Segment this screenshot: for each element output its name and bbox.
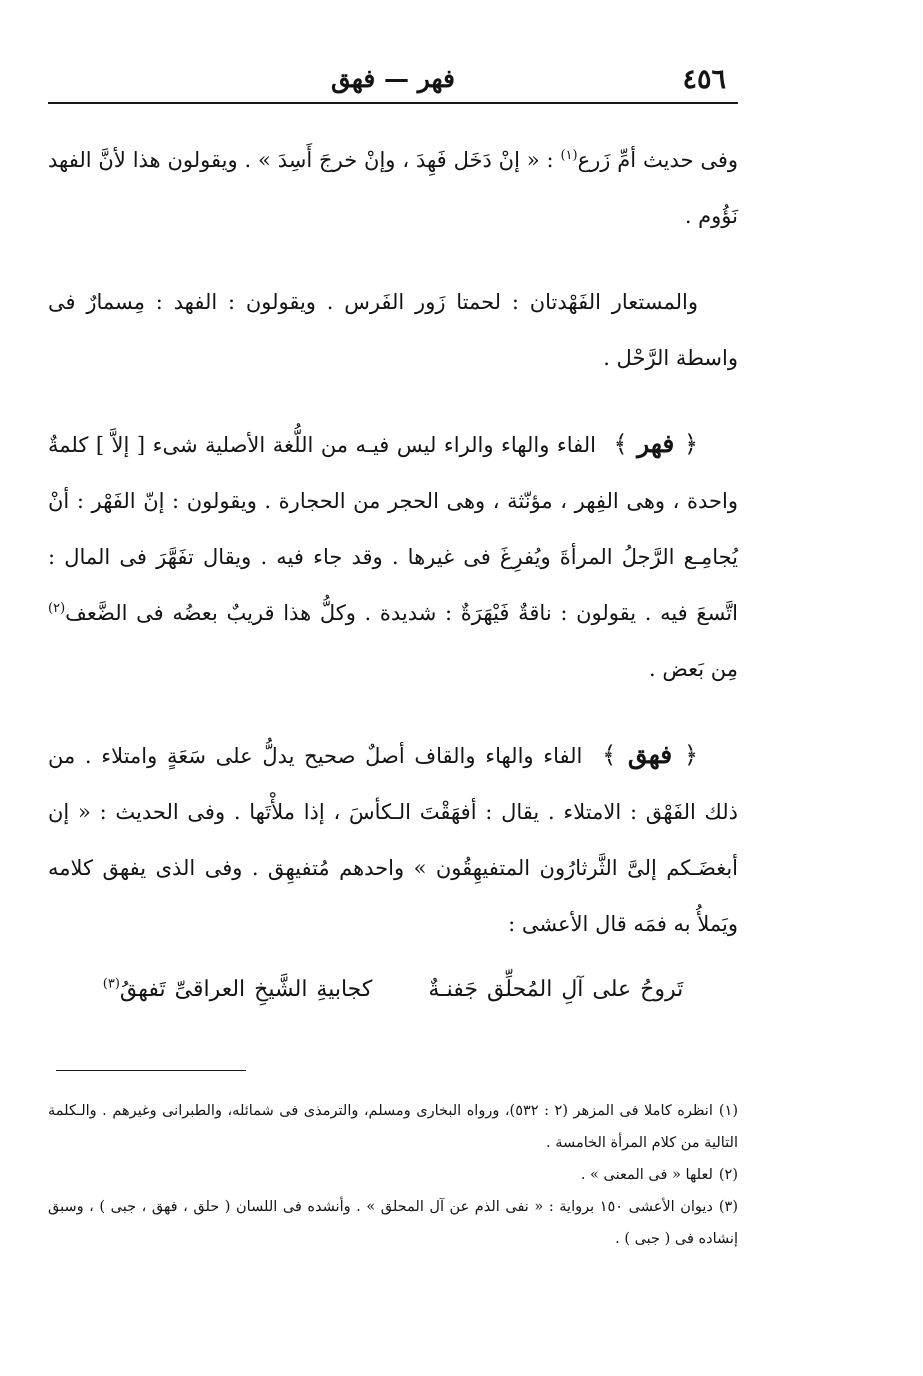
entry-text: الفاء والهاء والراء ليس فيـه من اللُّغة الأصلية شىء [ إلاَّ ] كلمةٌ واحدة ، وهى الفِهر ، مؤنّثة ، وهى الحجر من الحجارة . ويقولون : إنّ الفَهْر : أنْ يُجامِـع الرَّجلُ المرأةَ ويُفرِغَ فى غيرها . وقد جاء فيه . ويقال تفَهَّرَ فى المال : اتَّسعَ فيه . يقولون : ناقةٌ فَيْهَرَةٌ : شديدة . وكلُّ هذا قريبٌ بعضُه فى الضَّعف bbox=[48, 433, 738, 625]
footnote-2 bbox=[48, 1159, 738, 1191]
verse-text: كجابيةِ الشَّيخِ العراقىِّ تَفهقُ bbox=[119, 977, 373, 1002]
book-page bbox=[48, 50, 738, 1255]
footnote-ref-3: (٣) bbox=[102, 976, 120, 992]
ornament-close: ﴾ bbox=[613, 430, 628, 458]
footnote-ref-2: (٢) bbox=[48, 601, 66, 616]
paragraph-hadith bbox=[48, 132, 738, 244]
footnotes bbox=[48, 1095, 738, 1255]
running-head: فهر — فهق bbox=[331, 64, 455, 93]
footnote-ref-1: (١) bbox=[560, 148, 578, 163]
footnote-text: ديوان الأعشى ١٥٠ برواية : « نفى الذم عن آل المحلق » . وأنشده فى اللسان ( حلق ، فهق ، جبى ) ، وسبق إنشاده فى ( جبى ) . bbox=[48, 1199, 738, 1247]
headword-fahq bbox=[602, 740, 698, 769]
poem-verse bbox=[48, 962, 738, 1018]
footnote-text: انظره كاملا فى المزهر (٢ : ٥٣٢)، ورواه البخارى ومسلم، والترمذى فى شمائله، والطبرانى وغيرهم . والـكلمة التالية من كلام المرأة الخامسة . bbox=[48, 1103, 738, 1151]
footnote-separator-wrap bbox=[48, 1018, 738, 1071]
verse-second-hemistich bbox=[103, 962, 373, 1018]
entry-text: مِن بَعض . bbox=[649, 657, 738, 681]
paragraph-text: وفى حديث أمِّ زَرع bbox=[577, 148, 739, 172]
entry-text: الفاء والهاء والقاف أصلٌ صحيح يدلُّ على سَعَةٍ وامتلاء . من ذلك الفَهْق : الامتلاء . يقال : أفهَقْتَ الـكأسَ ، إذا ملأْتَها . وفى الحديث : « إن أبغضَـكم إلىَّ الثَّرثارُون المتفيهِقُون » واحدهم مُتفيهِق . وفى الذى يفهق كلامه ويَملأُ به فمَه قال الأعشى : bbox=[48, 744, 738, 936]
footnote-number: (٢) bbox=[718, 1167, 738, 1183]
footnote-text: لعلها « فى المعنى » . bbox=[580, 1167, 713, 1183]
headword-text: فهق bbox=[627, 740, 673, 769]
verse-first-hemistich: تَروحُ على آلِ المُحلِّق جَفنـةٌ bbox=[428, 977, 684, 1002]
paragraph-fahdatan: والمستعار الفَهْدتان : لحمتا زَور الفَرس . ويقولون : الفهد : مِسمارٌ فى واسطة الرَّحْل . bbox=[48, 290, 738, 370]
headword-text: فهر bbox=[637, 429, 675, 458]
footnote-3 bbox=[48, 1191, 738, 1255]
ornament-close: ﴾ bbox=[602, 741, 617, 769]
footnote-separator bbox=[56, 1070, 246, 1071]
page-header bbox=[48, 50, 738, 104]
ornament-open: ﴿ bbox=[683, 741, 698, 769]
footnote-number: (١) bbox=[718, 1103, 738, 1119]
paragraph-text: : « إنْ دَخَل فَهِدَ ، وإنْ خرجَ أَسِدَ » . ويقولون هذا لأنَّ الفهد نَؤُوم . bbox=[48, 148, 738, 228]
headword-fahr bbox=[614, 429, 699, 458]
footnote-number: (٣) bbox=[718, 1199, 739, 1215]
main-text bbox=[48, 132, 738, 1018]
page-number: ٤٥٦ bbox=[682, 64, 726, 95]
entry-fahr bbox=[48, 416, 738, 697]
ornament-open: ﴿ bbox=[683, 430, 698, 458]
entry-fahq bbox=[48, 727, 738, 952]
footnote-1 bbox=[48, 1095, 738, 1159]
